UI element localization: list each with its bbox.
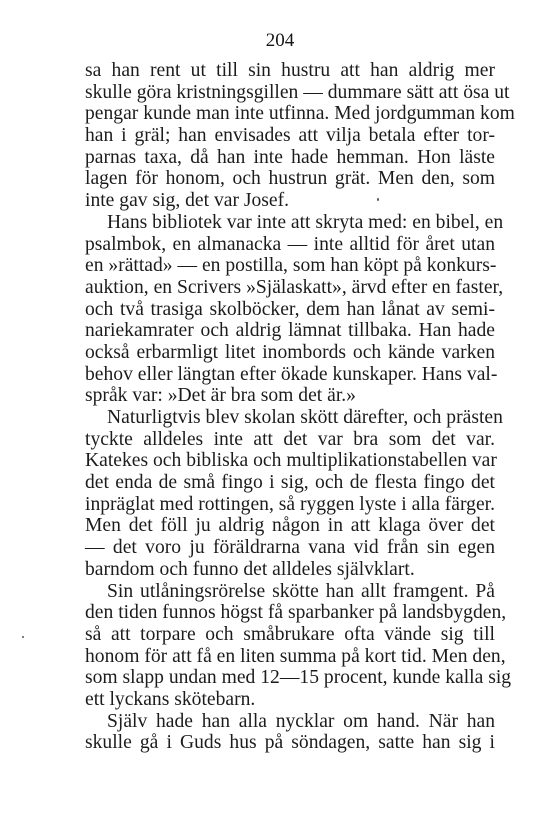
text-line: han i gräl; han envisades att vilja betala efter tor- [85, 125, 495, 147]
text-line: också erbarmligt litet inombords och kände varken [85, 341, 495, 363]
text-line: pengar kunde man inte utfinna. Med jordgumman kom [85, 103, 515, 125]
text-line: ett lyckans skötebarn. [85, 688, 256, 710]
text-line: Men det föll ju aldrig någon in att klaga över det [85, 515, 495, 537]
text-line: lagen för honom, och hustrun grät. Men den, som [85, 168, 495, 190]
text-line: Själv hade han alla nycklar om hand. När han [107, 710, 495, 732]
text-line: honom för att få en liten summa på kort tid. Men den, [85, 645, 506, 667]
paragraph [85, 211, 504, 407]
text-line: Naturligtvis blev skolan skött därefter, och prästen [107, 407, 503, 428]
text-line: som slapp undan med 12—15 procent, kunde kalla sig [85, 667, 512, 689]
paragraph [85, 407, 503, 581]
scan-speck [22, 636, 24, 638]
paragraph [85, 60, 515, 212]
body-text [85, 60, 515, 754]
text-line: inte gav sig, det var Josef. [85, 190, 290, 212]
text-line: den tiden funnos högst få sparbanker på landsbygden, [85, 602, 507, 624]
scan-speck [377, 198, 379, 201]
paragraph [85, 711, 495, 754]
text-line: parnas taxa, då han inte hade hemman. Hon läste [85, 146, 495, 168]
text-line: så att torpare och småbrukare ofta vände sig till [85, 623, 495, 645]
text-line: det enda de små fingo i sig, och de flesta fingo det [85, 472, 495, 494]
text-line: Hans bibliotek var inte att skryta med: en bibel, en [107, 211, 504, 233]
text-line: skulle gå i Guds hus på söndagen, satte han sig i [85, 732, 495, 754]
text-line: en »rättad» — en postilla, som han köpt på konkurs- [85, 255, 497, 277]
text-line: tyckte alldeles inte att det var bra som det var. [85, 428, 495, 450]
text-line: — det voro ju föräldrarna vana vid från sin egen [85, 537, 495, 559]
text-line: sa han rent ut till sin hustru att han aldrig mer [85, 60, 495, 81]
text-line: språk var: »Det är bra som det är.» [85, 385, 356, 407]
text-line: behov eller längtan efter ökade kunskaper. Hans val- [85, 363, 498, 385]
page-number: 204 [265, 30, 295, 51]
text-line: inpräglat med rottingen, så ryggen lyste i alla färger. [85, 493, 495, 515]
text-line: auktion, en Scrivers »Själaskatt», ärvd efter en faster, [85, 276, 504, 298]
paragraph [85, 580, 512, 711]
text-line: och två trasiga skolböcker, dem han lånat av semi- [85, 298, 495, 320]
text-line: skulle göra kristningsgillen — dummare sätt att ösa ut [85, 81, 510, 103]
text-line: nariekamrater och aldrig lämnat tillbaka. Han hade [85, 320, 495, 342]
text-line: Katekes och bibliska och multiplikationstabellen var [85, 450, 497, 472]
text-line: psalmbok, en almanacka — inte alltid för året utan [85, 233, 495, 255]
text-line: barndom och funno det alldeles självklart. [85, 558, 415, 580]
text-line: Sin utlåningsrörelse skötte han allt framgent. På [107, 580, 495, 602]
